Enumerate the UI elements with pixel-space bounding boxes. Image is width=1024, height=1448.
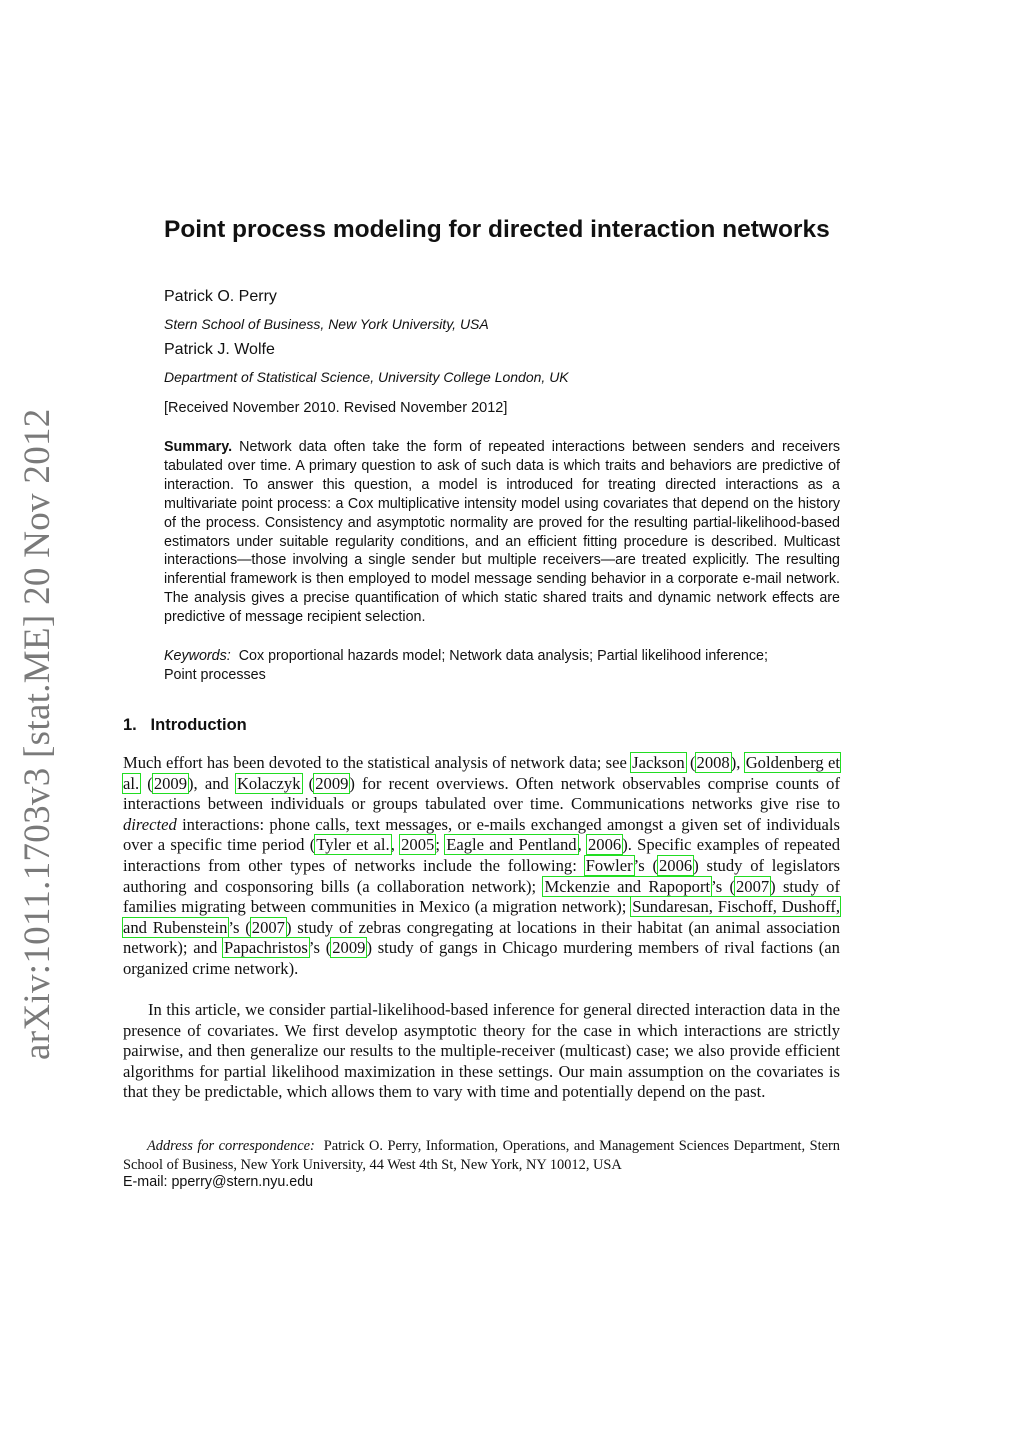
- body-text: ). Specific examples of repeated interactions from other types of networks include the following:: [123, 835, 841, 875]
- citation-link[interactable]: 2006: [588, 835, 622, 855]
- author-affiliation: Department of Statistical Science, University College London, UK: [164, 369, 569, 385]
- body-text: ’s (: [711, 876, 735, 896]
- body-text: ;: [435, 835, 446, 855]
- intro-paragraph-2: In this article, we consider partial-likelihood-based inference for general directed interaction data in the presence of covariates. We first develop asymptotic theory for the case in which interactions are strictly pairwise, and then generalize our results to the multiple-receiver (multicast) case; we also provide efficient algorithms for partial likelihood maximization in these settings. Our main assumption on the covariates is that they be predictable, which allows them to vary with time and potentially depend on the past.: [123, 1000, 840, 1102]
- body-text: ) for recent overviews. Often network observables comprise counts of interactions between individuals or groups tabulated over time. Communications networks give rise to: [123, 773, 840, 814]
- citation-link[interactable]: 2009: [315, 773, 349, 793]
- body-text: ) study of zebras congregating at locations in their habitat (an animal association network); and: [123, 917, 840, 958]
- emphasis-text: directed: [123, 814, 177, 834]
- body-text: (: [140, 773, 153, 793]
- body-text: ) study of families migrating between communities in Mexico (a migration network);: [123, 876, 840, 917]
- citation-link[interactable]: Kolaczyk: [236, 773, 301, 793]
- correspondence-label: Address for correspondence:: [147, 1138, 315, 1154]
- citation-link[interactable]: 2007: [735, 876, 770, 896]
- summary-abstract: [164, 438, 840, 627]
- citation-link[interactable]: Jackson: [632, 753, 685, 772]
- summary-text: Network data often take the form of repeated interactions between senders and receivers tabulated over time. A primary question to ask of such data is which traits and behaviors are predictive of interaction. To answer this question, a model is introduced for treating directed interactions as a multivariate point process: a Cox multiplicative intensity model using covariates that depend on the history of the process. Consistency and asymptotic normality are proved for the resulting partial-likelihood-based estimators under suitable regularity conditions, and an efficient fitting procedure is described. Multicast interactions—those involving a single sender but multiple receivers—are treated explicitly. The resulting inferential framework is then employed to model message sending behavior in a corporate e-mail network. The analysis gives a precise quantification of which static shared traits and dynamic network effects are predictive of message recipient selection.: [164, 439, 840, 626]
- intro-paragraph-1: [123, 753, 840, 980]
- section-heading: [123, 716, 247, 735]
- paper-title: Point process modeling for directed interaction networks: [164, 216, 830, 243]
- citation-link[interactable]: Mckenzie and Rapoport: [544, 876, 711, 896]
- citation-link[interactable]: Goldenberg et al.: [123, 753, 840, 793]
- body-text: ’s (: [308, 938, 332, 958]
- correspondence-address: [123, 1137, 840, 1175]
- body-text: Much effort has been devoted to the statistical analysis of network data; see: [123, 753, 632, 772]
- keywords-label: Keywords:: [164, 648, 231, 664]
- body-text: interactions: phone calls, text messages, or e-mails exchanged amongst a given set of individuals over a specific time period (: [123, 814, 840, 855]
- summary-label: Summary.: [164, 439, 233, 455]
- correspondence-text: Patrick O. Perry, Information, Operations, and Management Sciences Department, Stern School of Business, New York University, 44 West 4th St, New York, NY 10012, USA: [123, 1138, 840, 1173]
- received-dates: [Received November 2010. Revised November 2012]: [164, 400, 508, 416]
- keywords: [164, 647, 804, 685]
- citation-link[interactable]: 2008: [696, 753, 730, 772]
- author-name: Patrick O. Perry: [164, 288, 277, 305]
- citation-link[interactable]: 2005: [401, 835, 435, 855]
- body-text: (: [685, 753, 696, 772]
- citation-link[interactable]: Papachristos: [224, 938, 308, 958]
- correspondence-email: E-mail: pperry@stern.nyu.edu: [123, 1174, 314, 1190]
- body-text: ’s (: [228, 917, 251, 937]
- citation-link[interactable]: Tyler et al.: [316, 835, 390, 855]
- section-title: Introduction: [150, 716, 247, 734]
- citation-link[interactable]: Fowler: [585, 855, 633, 875]
- body-text: (: [301, 773, 315, 793]
- author-name: Patrick J. Wolfe: [164, 341, 275, 358]
- citation-link[interactable]: 2009: [153, 773, 187, 793]
- citation-link[interactable]: 2006: [659, 855, 693, 875]
- body-text: ’s (: [633, 855, 658, 875]
- body-text: ),: [730, 753, 745, 772]
- arxiv-identifier: arXiv:1011.1703v3 [stat.ME] 20 Nov 2012: [17, 408, 58, 1060]
- body-text: ), and: [188, 773, 236, 793]
- citation-link[interactable]: Sundaresan, Fischoff, Dushoff, and Rubenstein: [123, 897, 841, 937]
- body-text: ) study of gangs in Chicago murdering members of rival factions (an organized crime network).: [123, 938, 840, 978]
- keywords-text: Cox proportional hazards model; Network data analysis; Partial likelihood inference; Point processes: [164, 648, 768, 683]
- author-affiliation: Stern School of Business, New York University, USA: [164, 316, 489, 332]
- body-text: ,: [390, 835, 401, 855]
- body-text: ) study of legislators authoring and cosponsoring bills (a collaboration network);: [123, 855, 841, 896]
- body-text: ,: [577, 835, 587, 855]
- citation-link[interactable]: 2009: [332, 938, 366, 958]
- citation-link[interactable]: 2007: [251, 917, 285, 937]
- section-number: 1.: [123, 716, 137, 734]
- citation-link[interactable]: Eagle and Pentland: [446, 835, 577, 855]
